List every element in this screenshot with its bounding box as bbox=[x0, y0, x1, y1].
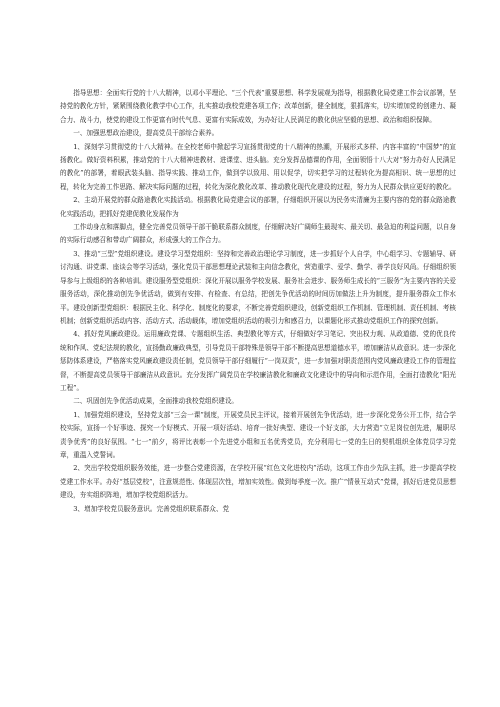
guiding-ideology-paragraph: 指导思想：全面实行党的十八大精神，以邓小平理论、“三个代表”重要思想、科学发展观为指导，根据教化局党建工作会议部署，坚持党的教化方针，紧紧围绕教化教学中心工作，扎实推动我校党建各项工作；改革创新，健全制度，狠抓落实，切实增加党的创建力、凝合力、战斗力，使党的建设工作更富有时代气息、更富有实际成效，为办好让人民满足的教化供应坚毅的思想、政治和组织保障。 bbox=[60, 89, 456, 124]
body-paragraph: 工作动身点和落脚点，健全完善党员领导干部干脆联系群众制度，仔细解决好广阔师生最现实、最关切、最急迫的利益问题，以自身的实际行动感召和带动广阔群众，形成强大的工作合力。 bbox=[60, 223, 456, 245]
section-heading-1: 一、加强思想政治建设，提高党员干部综合素养。 bbox=[73, 129, 219, 138]
section-heading-2: 二、巩固创先争优活动成果，全面推动我校党组织建设。 bbox=[73, 397, 239, 406]
document-body bbox=[60, 87, 456, 516]
body-paragraph: 4、抓好党风廉政建设。运用廉政党课、专题组织生活、典型教化等方式，仔细做好学习笔记、突出权力观、从政道德、党的优良传统和作风、党纪法规的教化，宣扬勤政廉政典型，引导党员干部特殊是领导干部不断提高思想道德水平，增加廉洁从政意识。进一步深化惩防体系建设，严格落实党风廉政建设责任制，党员领导干部仔细履行“一岗双责”，进一步加强对职责范围内党风廉政建设工作的管理监督，不断提高党员领导干部廉洁从政意识。充分发挥广阔党员在学校廉洁教化和廉政文化建设中的导向和示范作用，全面打造教化“阳光工程”。 bbox=[60, 330, 456, 392]
body-paragraph: 1、加强党组织建设，坚持党支部“三会一课”制度，开展党员民主评议，接着开展创先争优活动，进一步深化党务公开工作，结合学校实际，宣扬一个好事迹、探究一个好模式、开展一项好活动、培育一批好典型、建设一个好支部，大力营造“立足岗位创先进，履职尽责争优秀”的良好氛围。“七一”前夕，将评比表彰一个先进党小组和五名优秀党员，充分利用七一党的生日的契机组织全体党员学习党章，重温入党誓词。 bbox=[60, 410, 456, 459]
body-paragraph: 3、增加学校党员服务意识。完善党组织联系群众、党 bbox=[73, 504, 230, 513]
body-paragraph: 3、推动“三型”党组织建设。建设学习型党组织：坚持和完善政治理论学习制度，进一步抓好个人自学，中心组学习、专题辅导、研讨沟通、讲党课、座谈会等学习活动，强化党员干部思想理论武装和主向信念教化，营造重学、爱学、勤学、善学良好风尚。仔细组织领导参与上级组织的各种培训。建设服务型党组织：深化开展以服务学校发展、服务社会进步、服务师生成长的“三服务”为主要内容的关爱服务活动，深化推动创先争优活动，做到有安排、有检查、有总结，把创先争优活动的时间历加做法上升为制度，提升服务群众工作水平。建设创新型党组织：根据民主化、科学化、制度化的要求，不断完善党组织建设，创新党组织工作机制、管理机制、责任机制、考核机制；创新党组织活动内容、活动方式、活动载体，增加党组织活动的吸引力和感召力，以课题化形式推动党组织工作的探究创新。 bbox=[60, 249, 456, 325]
body-paragraph: 2、主动开展党的群众路途教化实践活动。根据教化局党建会议的部署，仔细组织开展以为民务实清廉为主要内容的党的群众路途教化实践活动，把抓好党建促教化发展作为 bbox=[60, 196, 456, 218]
body-paragraph: 1、深刻学习贯彻党的十八大精神。在全校老师中掀起学习宣扬贯彻党的十八精神的热潮，开展形式多样、内容丰富的“中国梦”的宣扬教化。做好资料积累，推动党的十八大精神进教材、进课堂、进头脑。充分发挥品德课的作用，全面领悟十八大对“努力办好人民满足的教化”的部署，着眼武装头脑、指导实践、推动工作，做到学以致用、用以促学，切实把学习的过程转化为提高相识、统一思想的过程，转化为完善工作思路、解决实际问题的过程，转化为深化教化改革、推动教化现代化建设的过程，努力为人民群众供应更好的教化。 bbox=[60, 142, 456, 191]
body-paragraph: 2、突出学校党组织服务效能，进一步整合党建资源，在学校开展“红色文化进校内”活动，这项工作由少先队主抓，进一步提高学校党建工作水平。办好“基层党校”，注意规范性、体现层次性，增加实效性。做到每季度一次。推广“情景互动式”党课，抓好后进党员思想建设，夯实组织阵地，增加学校党组织活力。 bbox=[60, 464, 456, 500]
